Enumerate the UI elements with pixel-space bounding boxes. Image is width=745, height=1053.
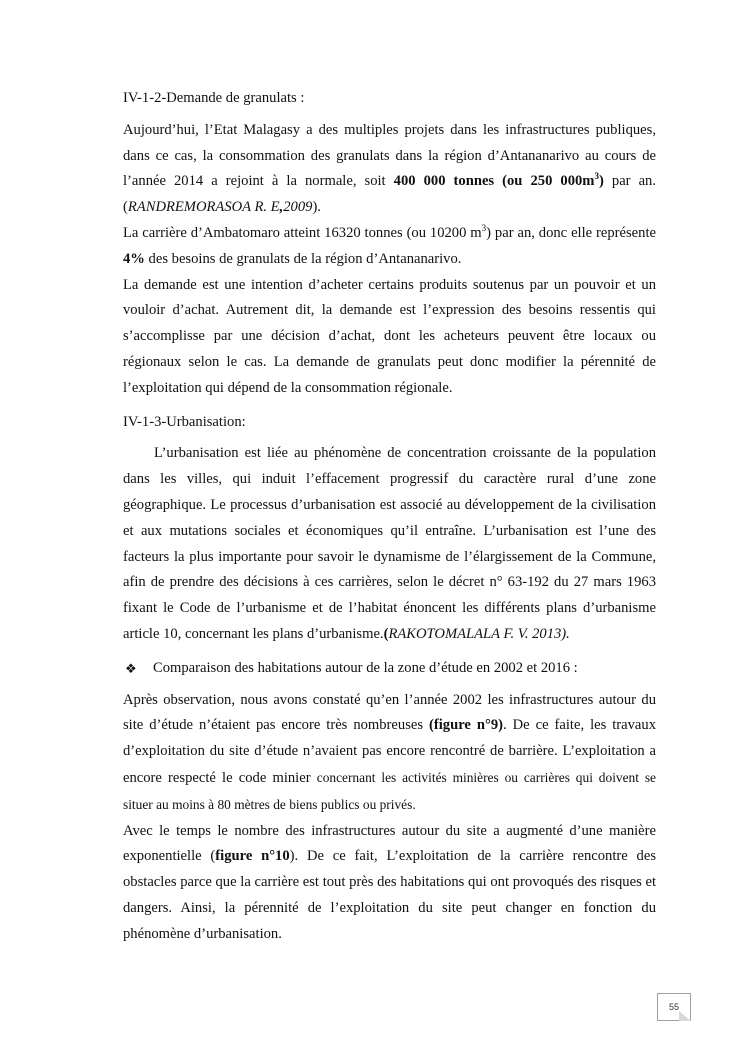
spacer: [123, 402, 656, 410]
text: (: [383, 625, 389, 642]
diamond-bullet-icon: ❖: [125, 660, 137, 676]
section-heading-demande: IV-1-2-Demande de granulats :: [123, 90, 305, 106]
bold-percent: 4%: [123, 250, 145, 267]
text: ): [598, 173, 604, 190]
citation: RAKOTOMALALA F. V. 2013).: [388, 625, 570, 642]
document-page: [123, 86, 656, 948]
text: RANDREMORASOA R. E: [127, 199, 280, 216]
text: ).: [312, 199, 321, 216]
paragraph-observation: [123, 688, 656, 819]
paragraph-urbanisation: [123, 441, 656, 647]
bullet-comparaison: [123, 656, 656, 682]
paragraph-ambatomaro: [123, 221, 656, 273]
bullet-text: Comparaison des habitations autour de la zone d’étude en 2002 et 2016 :: [153, 659, 578, 676]
figure-reference: (figure n°9): [429, 717, 503, 734]
section-heading-urbanisation: IV-1-3-Urbanisation:: [123, 413, 246, 430]
superscript: 3: [594, 171, 599, 182]
text: concernant les activités minières ou carrières qui doivent se situer au moins à 80 mètres de biens publics ou privés.: [123, 769, 656, 812]
paragraph-evolution: [123, 819, 656, 948]
text: 2009: [283, 199, 313, 216]
text: Après observation, nous avons constaté qu’en l’année 2002 les infrastructures autour du site d’étude n’étaient pas encore très nombreuses: [123, 691, 656, 734]
bold-quantity: [394, 173, 604, 189]
text: . De ce faite, les travaux d’exploitation du site d’étude n’avaient pas encore rencontré de barrière. L’exploitation a encore respecté le code minier: [123, 717, 657, 786]
citation: [128, 199, 313, 215]
text: La carrière d’Ambatomaro atteint 16320 tonnes (ou 10200 m: [123, 224, 482, 241]
figure-reference: figure n°10: [215, 848, 290, 865]
text: Aujourd’hui, l’Etat Malagasy a des multiples projets dans les infrastructures publiques, dans ce cas, la consommation des granulats dans la région d’Antananarivo au cours de l’année 2014 a rejoint à la normale, soit: [123, 121, 656, 190]
text: par an. (: [123, 173, 657, 216]
spacer: [123, 648, 656, 656]
page-number: 55: [657, 993, 691, 1021]
text: 400 000 tonnes (ou 250 000m: [393, 173, 595, 190]
text: ). De ce fait, L’exploitation de la carrière rencontre des obstacles parce que la carrière est tout près des habitations qui ont provoqués des risques et dangers. Ainsi, la pérennité de l’exploitation du site peut changer en fonction du phénomène d’urbanisation.: [123, 848, 656, 942]
text: ,: [279, 199, 284, 216]
superscript: 3: [481, 223, 487, 234]
paragraph-demande: La demande est une intention d’acheter certains produits soutenus par un pouvoir et un vouloir d’achat. Autrement dit, la demande est l’expression des besoins ressentis qui s’accomplisse par une décision d’achat, dont les acheteurs peuvent être locaux ou régionaux selon le cas. La demande de granulats peut donc modifier la pérennité de l’exploitation qui dépend de la consommation régionale.: [123, 276, 656, 396]
text: ) par an, donc elle représente: [486, 224, 656, 241]
text: Avec le temps le nombre des infrastructures autour du site a augmenté d’une manière exponentielle (: [123, 822, 656, 865]
text: L’urbanisation est liée au phénomène de concentration croissante de la population dans les villes, qui induit l’effacement progressif du caractère rural d’une zone géographique. Le processus d’urbanisation est associé au développement de la civilisation et aux mutations sociales et économiques qu’il entraîne. L’urbanisation est l’une des facteurs la plus importante pour savoir le dynamisme de l’élargissement de la Commune, afin de prendre des décisions à ces carrières, selon le décret n° 63-192 du 27 mars 1963 fixant le Code de l’urbanisme et de l’habitat énoncent les différents plans d’urbanisme article 10, concernant les plans d’urbanisme.: [123, 445, 656, 642]
page-corner-fold: [679, 1011, 691, 1021]
text: des besoins de granulats de la région d’Antananarivo.: [144, 250, 462, 267]
paragraph-consommation: [123, 118, 656, 221]
